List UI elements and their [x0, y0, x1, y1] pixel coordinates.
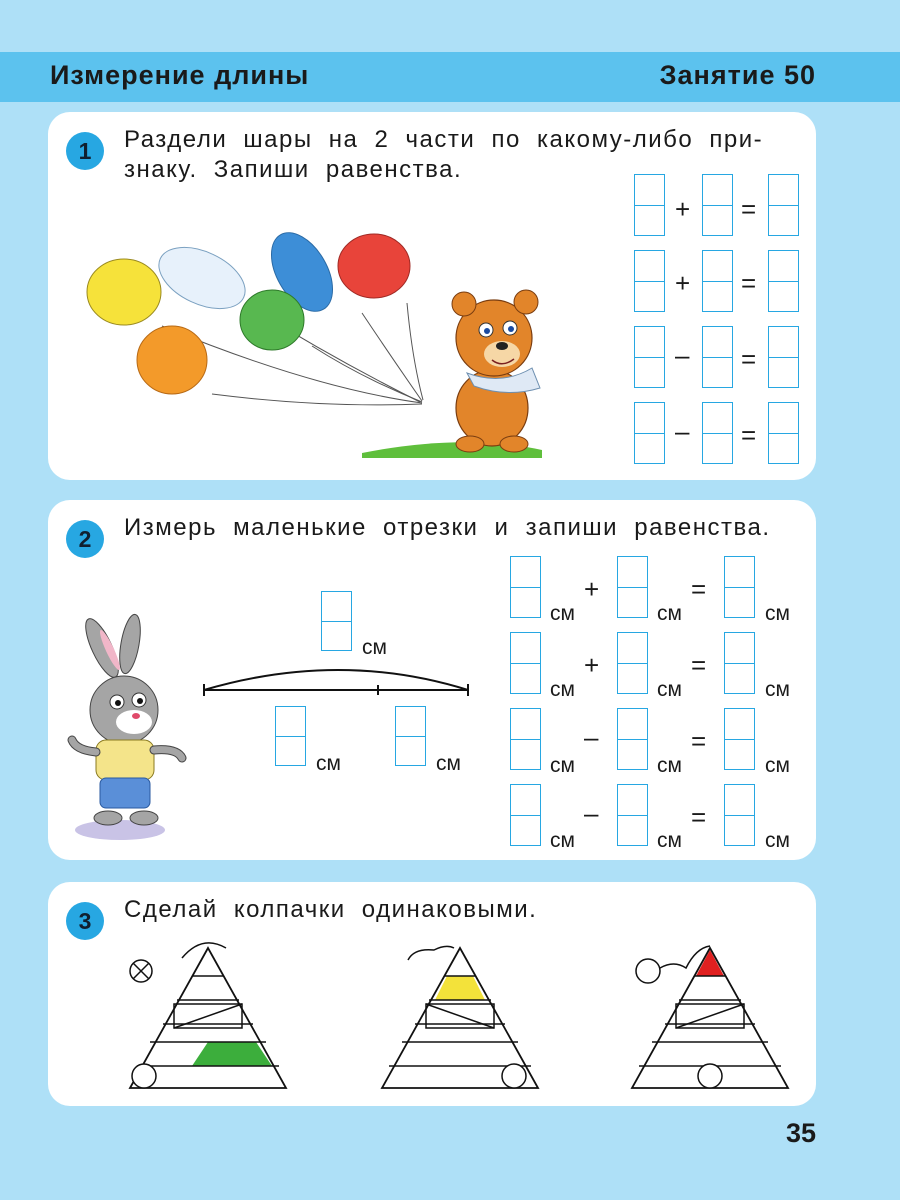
unit-label: см	[657, 602, 682, 625]
operator-sign: +	[584, 574, 600, 604]
operator-sign: +	[675, 194, 691, 224]
task-1-number: 1	[66, 132, 104, 170]
unit-label: см	[657, 829, 682, 852]
answer-box[interactable]	[510, 784, 541, 846]
answer-box[interactable]	[617, 784, 648, 846]
unit-label: см	[316, 752, 341, 775]
answer-box[interactable]	[702, 250, 733, 312]
answer-box[interactable]	[617, 632, 648, 694]
answer-box[interactable]	[634, 174, 665, 236]
answer-box[interactable]	[724, 784, 755, 846]
answer-box[interactable]	[617, 708, 648, 770]
cap-3[interactable]	[624, 938, 804, 1098]
equals-sign: =	[691, 802, 707, 832]
unit-label: см	[362, 636, 387, 659]
task-2-text: Измерь маленькие отрезки и запиши равенства.	[124, 514, 771, 541]
section-title: Измерение длины	[50, 60, 310, 90]
answer-box[interactable]	[510, 632, 541, 694]
balloons-bear-illustration	[62, 208, 562, 468]
page-number: 35	[785, 1118, 816, 1148]
task-1-text-line2: знаку. Запиши равенства.	[124, 156, 463, 183]
task-2-number: 2	[66, 520, 104, 558]
operator-sign: –	[584, 722, 599, 752]
unit-label: см	[765, 602, 790, 625]
task-3-card	[48, 882, 816, 1106]
answer-box[interactable]	[510, 556, 541, 618]
answer-box[interactable]	[724, 556, 755, 618]
answer-box[interactable]	[768, 402, 799, 464]
page-header	[0, 52, 900, 102]
task-1-card	[48, 112, 816, 480]
rabbit-illustration	[62, 630, 202, 850]
unit-label: см	[550, 602, 575, 625]
equals-sign: =	[741, 268, 757, 298]
unit-label: см	[657, 678, 682, 701]
operator-sign: +	[675, 268, 691, 298]
answer-box[interactable]	[724, 708, 755, 770]
operator-sign: –	[675, 416, 690, 446]
answer-box[interactable]	[634, 326, 665, 388]
unit-label: см	[765, 678, 790, 701]
equals-sign: =	[741, 344, 757, 374]
unit-label: см	[657, 754, 682, 777]
operator-sign: –	[584, 798, 599, 828]
operator-sign: +	[584, 650, 600, 680]
task-1-text-line1: Раздели шары на 2 части по какому-либо при-	[124, 126, 764, 153]
cap-1[interactable]	[122, 938, 302, 1098]
answer-box[interactable]	[702, 326, 733, 388]
equals-sign: =	[741, 420, 757, 450]
unit-label: см	[765, 829, 790, 852]
answer-box[interactable]	[768, 250, 799, 312]
task-3-text: Сделай колпачки одинаковыми.	[124, 896, 538, 923]
part1-length-box[interactable]	[275, 706, 306, 766]
task-3-number: 3	[66, 902, 104, 940]
answer-box[interactable]	[617, 556, 648, 618]
part2-length-box[interactable]	[395, 706, 426, 766]
answer-box[interactable]	[702, 402, 733, 464]
operator-sign: –	[675, 340, 690, 370]
unit-label: см	[765, 754, 790, 777]
answer-box[interactable]	[510, 708, 541, 770]
answer-box[interactable]	[768, 174, 799, 236]
equals-sign: =	[691, 650, 707, 680]
lesson-label: Занятие 50	[659, 60, 816, 90]
task-2-card	[48, 500, 816, 860]
unit-label: см	[436, 752, 461, 775]
answer-box[interactable]	[634, 250, 665, 312]
segment-diagram	[200, 660, 480, 700]
answer-box[interactable]	[702, 174, 733, 236]
cap-2[interactable]	[374, 938, 554, 1098]
unit-label: см	[550, 754, 575, 777]
equals-sign: =	[691, 574, 707, 604]
equals-sign: =	[741, 194, 757, 224]
unit-label: см	[550, 829, 575, 852]
unit-label: см	[550, 678, 575, 701]
answer-box[interactable]	[724, 632, 755, 694]
whole-length-box[interactable]	[321, 591, 352, 651]
equals-sign: =	[691, 726, 707, 756]
answer-box[interactable]	[634, 402, 665, 464]
answer-box[interactable]	[768, 326, 799, 388]
